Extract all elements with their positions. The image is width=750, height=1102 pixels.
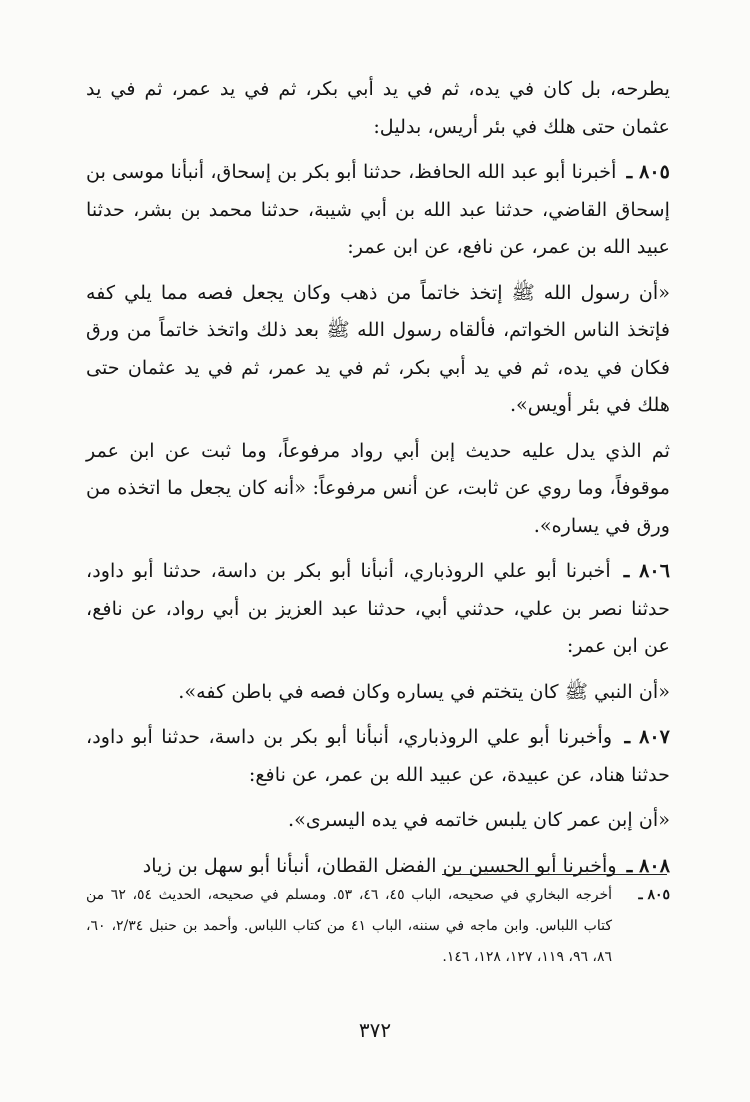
page-number: ٣٧٢ <box>358 1018 392 1042</box>
hadith-number: ٨٠٨ ـ <box>626 853 670 877</box>
footnote-number: ٨٠٥ ـ <box>638 887 670 903</box>
hadith-number: ٨٠٥ ـ <box>626 160 670 183</box>
main-text <box>86 70 670 892</box>
hadith-number: ٨٠٧ ـ <box>624 725 670 748</box>
footnote <box>86 880 670 973</box>
hadith-807-matn: «أن إبن عمر كان يلبس خاتمه في يده اليسرى». <box>288 808 670 831</box>
hadith-806-matn: «أن النبي ﷺ كان يتختم في يساره وكان فصه في باطن كفه». <box>178 679 670 703</box>
hadith-806-isnad: ٨٠٦ ـ أخبرنا أبو علي الروذباري، أنبأنا أبو بكر بن داسة، حدثنا أبو داود، حدثنا نصر بن علي، حدثني أبي، حدثنا عبد العزيز بن أبي رواد، عن نافع، عن ابن عمر: <box>86 559 670 657</box>
paragraph-commentary: ثم الذي يدل عليه حديث إبن أبي رواد مرفوعاً، وما ثبت عن ابن عمر موقوفاً، وما روي عن ثابت، عن أنس مرفوعاً: «أنه كان يجعل ما اتخذه من ورق في يساره». <box>86 438 670 537</box>
footnote-text: أخرجه البخاري في صحيحه، الباب ٤٥، ٤٦، ٥٣. ومسلم في صحيحه، الحديث ٥٤، ٦٢ من كتاب اللباس. وابن ماجه في سننه، الباب ٤١ من كتاب اللباس. وأحمد بن حنبل ٢/٣٤، ٦٠، ٨٦، ٩٦، ١١٩، ١٢٧، ١٢٨، ١٤٦. <box>86 887 613 965</box>
hadith-number: ٨٠٦ ـ <box>623 559 670 582</box>
hadith-807-isnad: ٨٠٧ ـ وأخبرنا أبو علي الروذباري، أنبأنا أبو بكر بن داسة، حدثنا أبو داود، حدثنا هناد، عن عبيدة، عن عبيد الله بن عمر، عن نافع: <box>86 725 670 786</box>
hadith-808-isnad: ٨٠٨ ـ وأخبرنا أبو الحسين بن الفضل القطان، أنبأنا أبو سهل بن زياد <box>142 853 670 877</box>
hadith-805-isnad: ٨٠٥ ـ أخبرنا أبو عبد الله الحافظ، حدثنا أبو بكر بن إسحاق، أنبأنا موسى بن إسحاق القاضي، حدثنا عبد الله بن أبي شيبة، حدثنا محمد بن بشر، حدثنا عبيد الله بن عمر، عن نافع، عن ابن عمر: <box>86 160 670 258</box>
paragraph-0: يطرحه، بل كان في يده، ثم في يد أبي بكر، ثم في يد عمر، ثم في يد عثمان حتى هلك في بئر أريس، بدليل: <box>86 77 670 138</box>
footnote-divider <box>442 874 667 875</box>
hadith-805-matn: «أن رسول الله ﷺ إتخذ خاتماً من ذهب وكان يجعل فصه مما يلي كفه فإتخذ الناس الخواتم، فألقاه رسول الله ﷺ بعد ذلك واتخذ خاتماً من ورق فكان في يده، ثم في يد أبي بكر، ثم في يد عمر، ثم في يد عثمان حتى هلك في بئر أويس». <box>86 280 670 416</box>
